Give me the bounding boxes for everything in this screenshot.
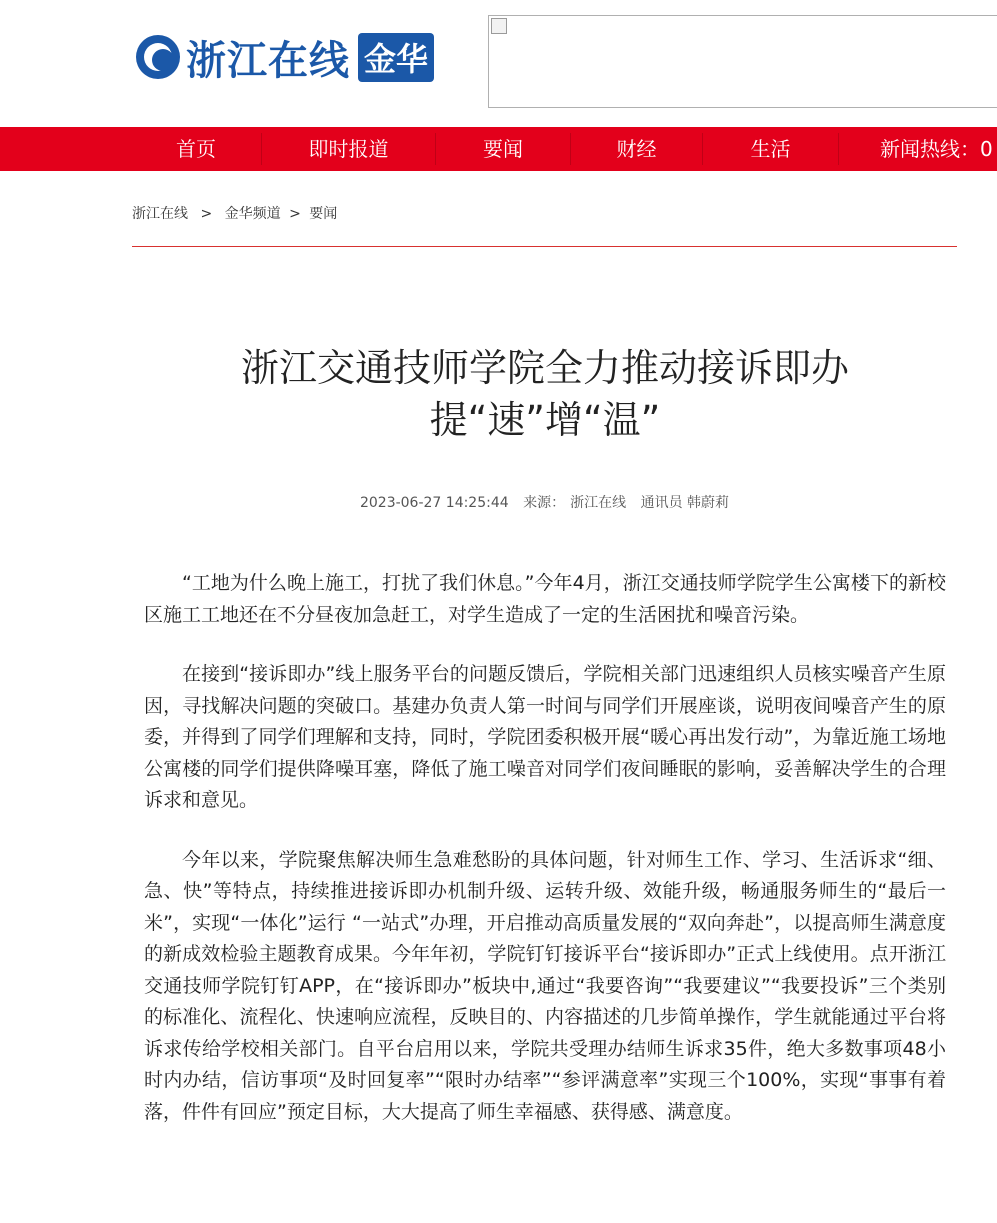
nav-divider bbox=[838, 133, 839, 165]
article-paragraph: “工地为什么晚上施工，打扰了我们休息。”今年4月，浙江交通技师学院学生公寓楼下的新校区施工工地还在不分昼夜加急赶工，对学生造成了一定的生活困扰和噪音污染。 bbox=[144, 572, 946, 626]
breadcrumb-separator: > bbox=[200, 206, 213, 222]
nav-item-life[interactable]: 生活 bbox=[750, 137, 791, 161]
logo-badge: 金华 bbox=[358, 33, 434, 82]
breadcrumb-separator: > bbox=[289, 206, 301, 222]
article-source-label: 来源： bbox=[523, 495, 566, 511]
article-source: 浙江在线 bbox=[570, 495, 627, 511]
breadcrumb-link-home[interactable]: 浙江在线 bbox=[132, 206, 188, 222]
main-nav bbox=[0, 127, 997, 171]
nav-hotline: 新闻热线：0 bbox=[880, 137, 993, 161]
article-author: 通讯员 韩蔚莉 bbox=[640, 495, 730, 511]
article-paragraph: 在接到“接诉即办”线上服务平台的问题反馈后，学院相关部门迅速组织人员核实噪音产生原因，寻找解决问题的突破口。基建办负责人第一时间与同学们开展座谈，说明夜间噪音产生的原委，并得到了同学们理解和支持，同时，学院团委积极开展“暖心再出发行动”，为靠近施工场地公寓楼的同学们提供降噪耳塞，降低了施工噪音对同学们夜间睡眠的影响，妥善解决学生的合理诉求和意见。 bbox=[144, 663, 946, 811]
logo-text: 浙江在线 bbox=[186, 37, 350, 84]
nav-item-headlines[interactable]: 要闻 bbox=[483, 137, 523, 161]
banner-ad[interactable] bbox=[488, 15, 997, 108]
breadcrumb bbox=[132, 203, 337, 223]
article-title: 浙江交通技师学院全力推动接诉即办提“速”增“温” bbox=[240, 346, 849, 442]
article-meta bbox=[132, 492, 957, 512]
header-divider bbox=[132, 246, 957, 247]
article-paragraph: 今年以来，学院聚焦解决师生急难愁盼的具体问题，针对师生工作、学习、生活诉求“细、急、快”等特点，持续推进接诉即办机制升级、运转升级、效能升级，畅通服务师生的“最后一米”，实现“一体化”运行 “一站式”办理，开启推动高质量发展的“双向奔赴”，以提高师生满意度的新成效检验主题教育成果。今年年初，学院钉钉接诉平台“接诉即办”正式上线使用。点开浙江交通技师学院钉钉APP，在“接诉即办”板块中,通过“我要咨询”“我要建议”“我要投诉”三个类别的标准化、流程化、快速响应流程，反映目的、内容描述的几步简单操作，学生就能通过平台将诉求传给学校相关部门。自平台启用以来，学院共受理办结师生诉求35件，绝大多数事项48小时内办结，信访事项“及时回复率”“限时办结率”“参评满意率”实现三个100%，实现“事事有着落，件件有回应”预定目标，大大提高了师生幸福感、获得感、满意度。 bbox=[144, 848, 946, 1123]
logo-mark-icon bbox=[136, 35, 180, 79]
article-body bbox=[144, 568, 946, 1156]
site-header bbox=[0, 0, 997, 127]
nav-item-finance[interactable]: 财经 bbox=[616, 137, 657, 161]
breadcrumb-link-section[interactable]: 要闻 bbox=[309, 206, 338, 222]
breadcrumb-link-channel[interactable]: 金华频道 bbox=[224, 206, 281, 222]
broken-image-icon bbox=[491, 18, 507, 34]
nav-item-realtime[interactable]: 即时报道 bbox=[308, 137, 389, 161]
nav-item-home[interactable]: 首页 bbox=[176, 137, 216, 161]
site-logo[interactable] bbox=[136, 33, 434, 84]
article-datetime: 2023-06-27 14:25:44 bbox=[359, 495, 509, 511]
